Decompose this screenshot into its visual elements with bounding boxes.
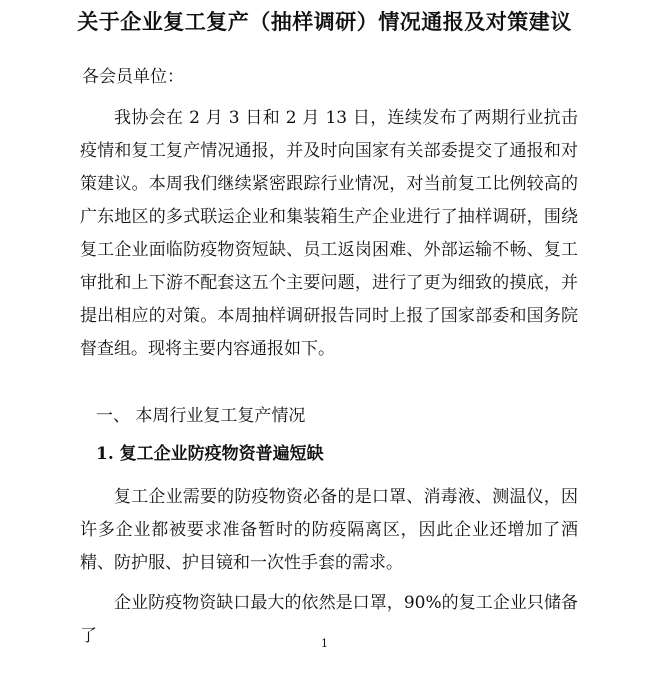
subsection-heading: 1. 复工企业防疫物资普遍短缺 bbox=[96, 444, 324, 464]
intro-paragraph: 我协会在 2 月 3 日和 2 月 13 日，连续发布了两期行业抗击疫情和复工复产情况通报，并及时向国家有关部委提交了通报和对策建议。本周我们继续紧密跟踪行业情况，对当前复工比例较高的广东地区的多式联运企业和集装箱生产企业进行了抽样调研，围绕复工企业面临防疫物资短缺、员工返岗困难、外部运输不畅、复工审批和上下游不配套这五个主要问题，进行了更为细致的摸底，并提出相应的对策。本周抽样调研报告同时上报了国家部委和国务院督查组。现将主要内容通报如下。 bbox=[80, 108, 578, 359]
page-number: 1 bbox=[321, 637, 328, 650]
document-title: 关于企业复工复产（抽样调研）情况通报及对策建议 bbox=[77, 10, 572, 34]
section-heading: 一、 本周行业复工复产情况 bbox=[96, 406, 306, 426]
salutation: 各会员单位： bbox=[82, 67, 184, 87]
body-paragraph: 复工企业需要的防疫物资必备的是口罩、消毒液、测温仪，因许多企业都被要求准备暂时的防疫隔离区，因此企业还增加了酒精、防护服、护目镜和一次性手套的需求。 bbox=[80, 487, 578, 573]
body-paragraph: 企业防疫物资缺口最大的依然是口罩，90%的复工企业只储备了 bbox=[80, 593, 578, 646]
